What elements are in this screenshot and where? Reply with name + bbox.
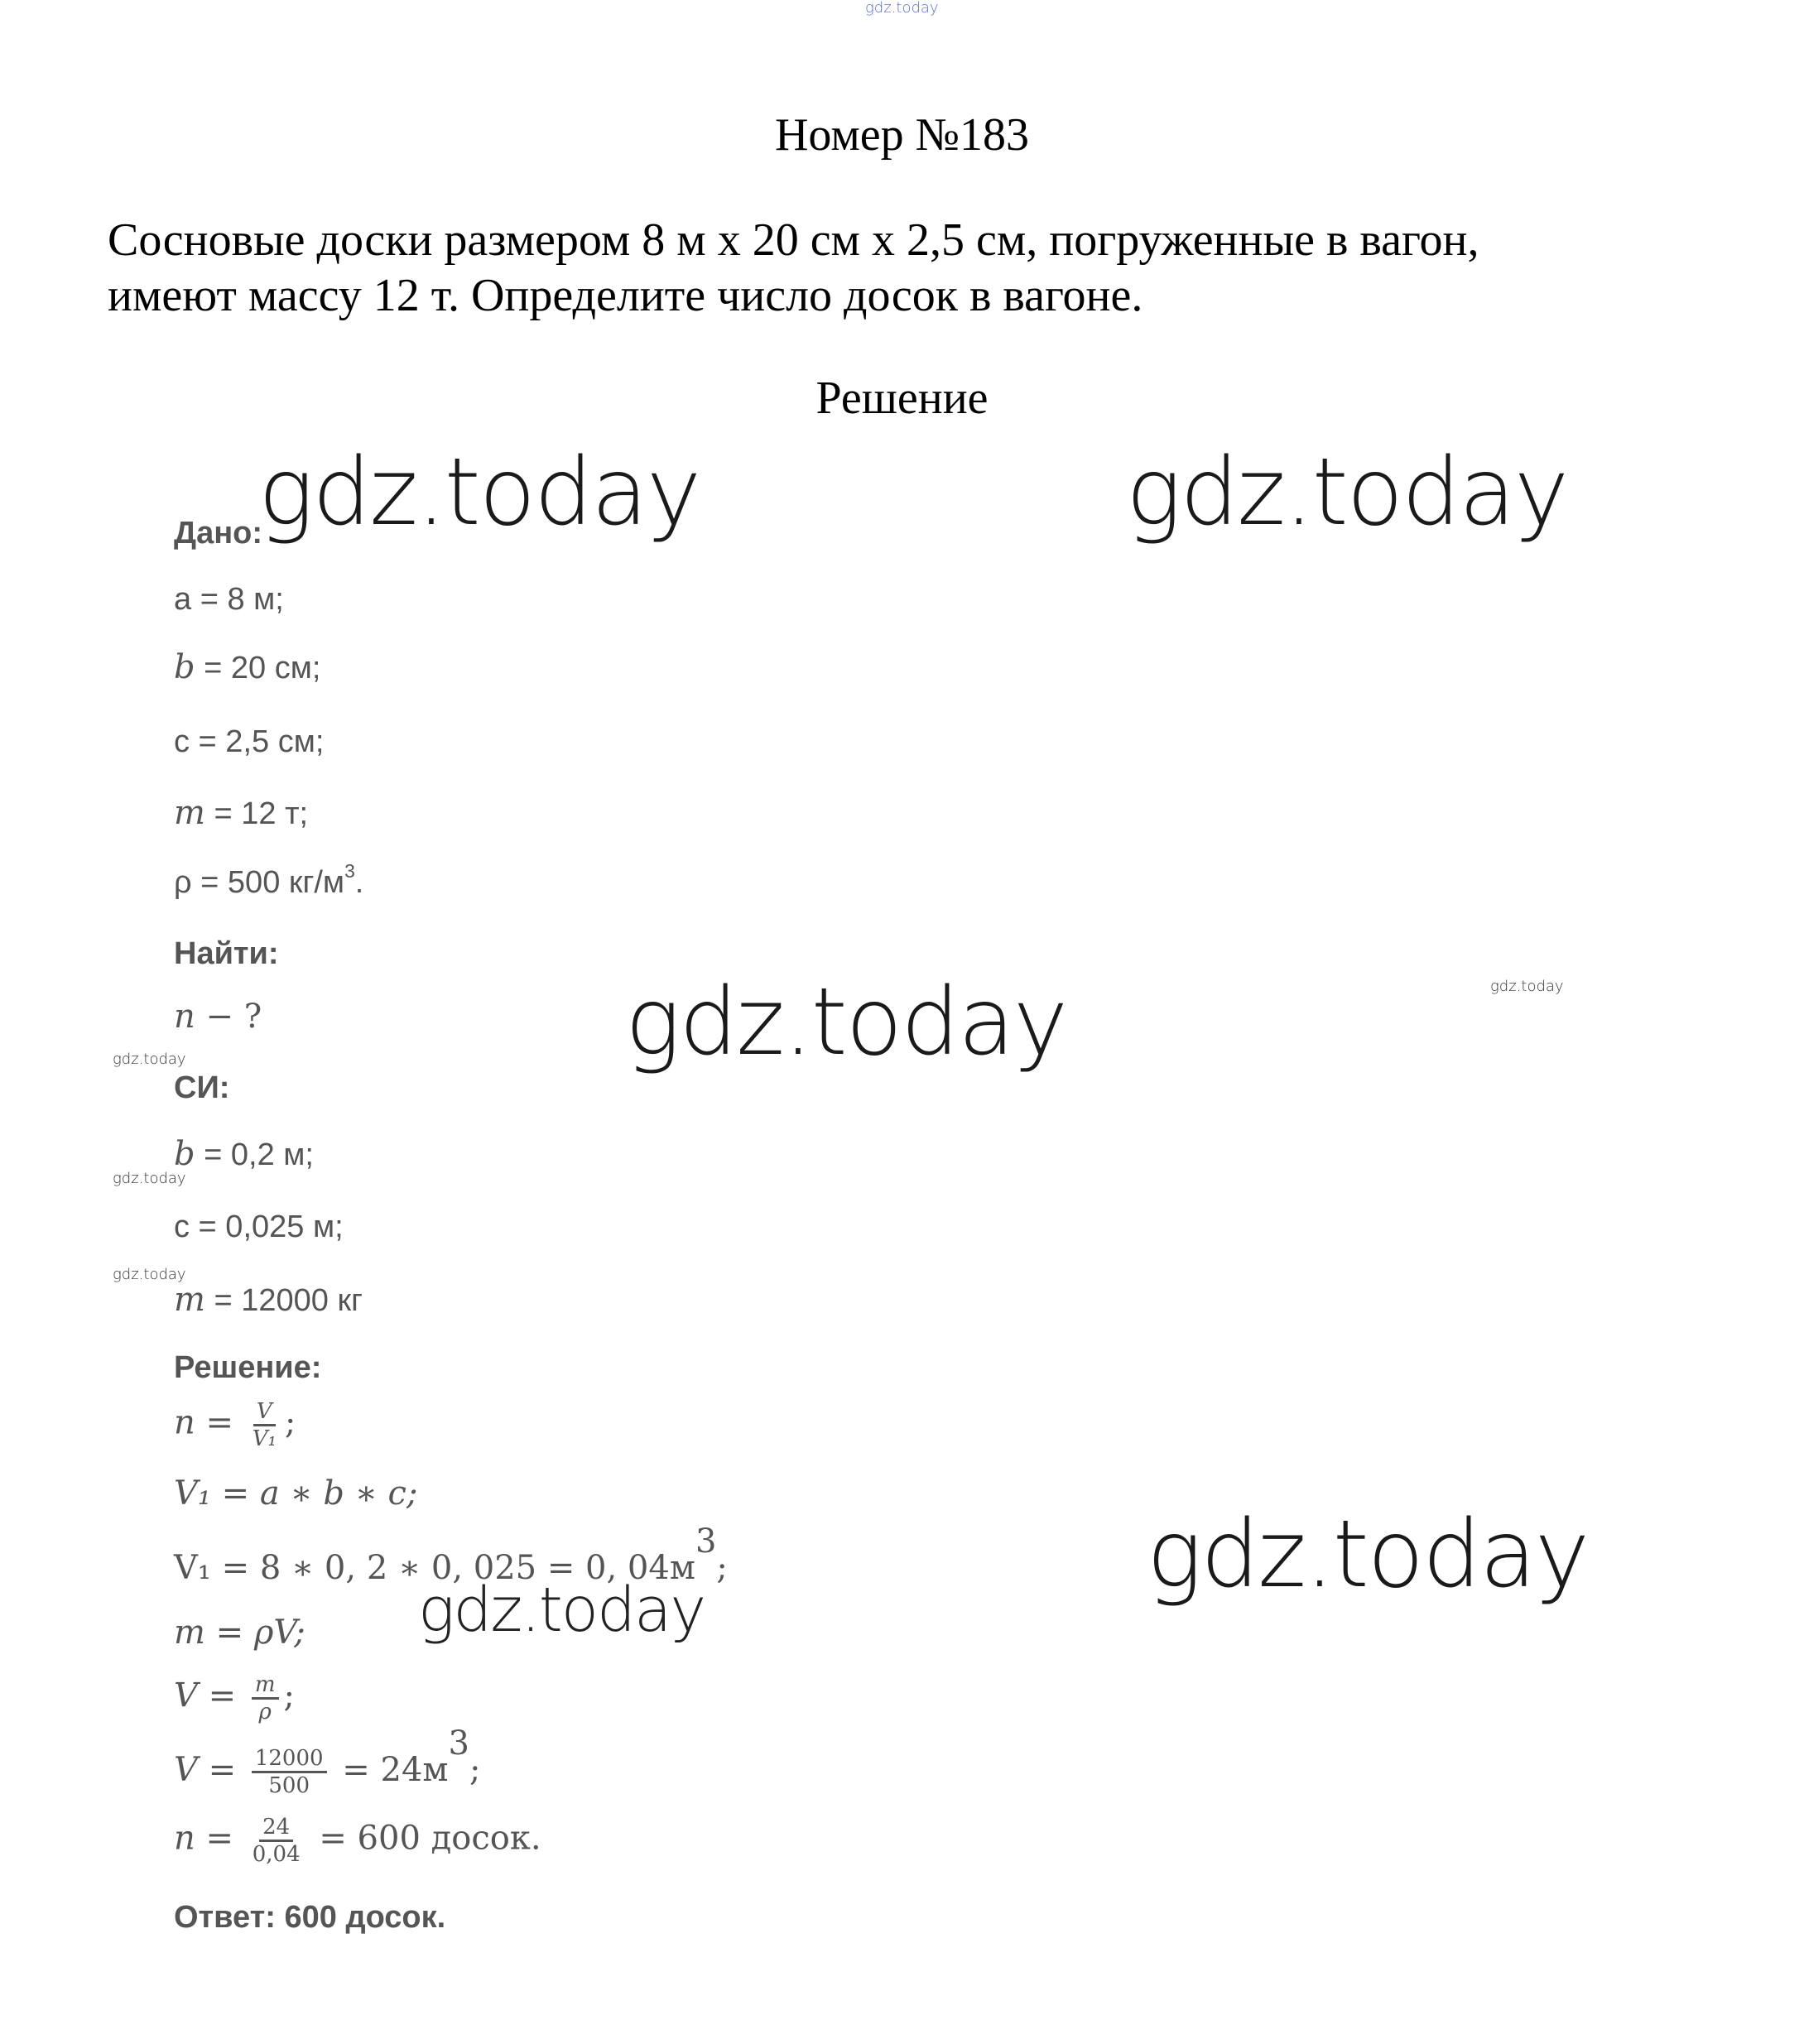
fraction-denominator: 500 [268, 1773, 310, 1799]
fraction-numerator: 24 [259, 1815, 293, 1842]
l5-lhs: V [174, 1676, 198, 1715]
watermark-small-4: gdz.today [113, 1266, 186, 1283]
var-m: m [174, 794, 205, 832]
watermark-small-2: gdz.today [113, 1051, 186, 1068]
fraction-numerator: V [253, 1399, 276, 1426]
si-m [174, 1280, 363, 1320]
l6-rest: = 24м [331, 1751, 449, 1789]
watermark-top: gdz.today [865, 0, 939, 17]
l6-eq: = [197, 1751, 247, 1789]
si-var-m: m [174, 1281, 205, 1319]
solution-line-4: m = ρV; [174, 1614, 305, 1652]
si-m-value: = 12000 кг [204, 1283, 363, 1318]
l6-exponent: 3 [448, 1724, 469, 1763]
l6-end: ; [469, 1751, 481, 1789]
watermark-small-1: gdz.today [1490, 978, 1564, 995]
l1-lhs: n [174, 1403, 195, 1442]
given-rho-end: . [354, 865, 364, 900]
given-rho-exponent: 3 [344, 859, 355, 882]
solution-heading: Решение: [174, 1350, 322, 1385]
solution-line-5 [174, 1672, 295, 1724]
fraction-12000-over-500 [252, 1746, 327, 1798]
watermark-5: gdz.today [418, 1575, 705, 1646]
l3-end: ; [716, 1549, 728, 1587]
solution-line-2: V₁ = a ∗ b ∗ c; [174, 1474, 418, 1513]
find-n [174, 997, 262, 1037]
fraction-v-over-v1 [249, 1399, 280, 1451]
given-heading: Дано: [174, 516, 263, 551]
l7-lhs: n [174, 1819, 195, 1858]
answer: Ответ: 600 досок. [174, 1900, 446, 1935]
l5-end: ; [283, 1676, 295, 1715]
solution-title: Решение [815, 373, 989, 424]
solution-line-7 [174, 1815, 541, 1867]
l6-lhs: V [174, 1751, 198, 1789]
watermark-2: gdz.today [1126, 439, 1568, 546]
var-b: b [174, 648, 195, 686]
si-heading: СИ: [174, 1070, 230, 1105]
fraction-numerator: m [252, 1672, 279, 1700]
given-a: a = 8 м; [174, 582, 284, 617]
statement-line-1: Сосновые доски размером 8 м х 20 см х 2,5 см, погруженные в вагон, [108, 214, 1479, 266]
fraction-denominator: V₁ [252, 1426, 277, 1451]
l1-eq: = [195, 1403, 244, 1442]
l3-text: V₁ = 8 ∗ 0, 2 ∗ 0, 025 = 0, 04м [174, 1549, 695, 1587]
fraction-m-over-rho [252, 1672, 279, 1724]
l3-exponent: 3 [695, 1522, 717, 1561]
watermark-4: gdz.today [1147, 1501, 1589, 1609]
given-rho [174, 859, 364, 902]
solution-line-1 [174, 1399, 296, 1451]
given-b-value: = 20 см; [195, 651, 321, 685]
page-title: Номер №183 [774, 109, 1030, 161]
watermark-small-3: gdz.today [113, 1170, 186, 1187]
given-b [174, 647, 320, 688]
l1-end: ; [284, 1403, 296, 1442]
fraction-24-over-004 [249, 1815, 304, 1867]
si-b-value: = 0,2 м; [195, 1137, 314, 1172]
fraction-denominator: ρ [258, 1700, 272, 1724]
si-var-b: b [174, 1135, 195, 1173]
l7-eq: = [195, 1819, 244, 1858]
l7-rest: = 600 досок. [308, 1819, 541, 1858]
given-c: c = 2,5 см; [174, 724, 325, 759]
l5-eq: = [197, 1676, 247, 1715]
given-rho-value: ρ = 500 кг/м [174, 865, 345, 900]
watermark-3: gdz.today [625, 969, 1067, 1076]
watermark-1: gdz.today [258, 439, 700, 546]
given-m-value: = 12 т; [204, 796, 309, 831]
find-n-rest: − ? [195, 998, 262, 1036]
given-m [174, 793, 308, 834]
si-c: c = 0,025 м; [174, 1210, 344, 1244]
var-n: n [174, 998, 195, 1036]
find-heading: Найти: [174, 936, 279, 971]
statement-line-2: имеют массу 12 т. Определите число досок в вагоне. [108, 270, 1143, 321]
fraction-numerator: 12000 [252, 1746, 327, 1773]
solution-line-6 [174, 1724, 481, 1799]
si-b [174, 1134, 314, 1175]
fraction-denominator: 0,04 [252, 1842, 301, 1867]
